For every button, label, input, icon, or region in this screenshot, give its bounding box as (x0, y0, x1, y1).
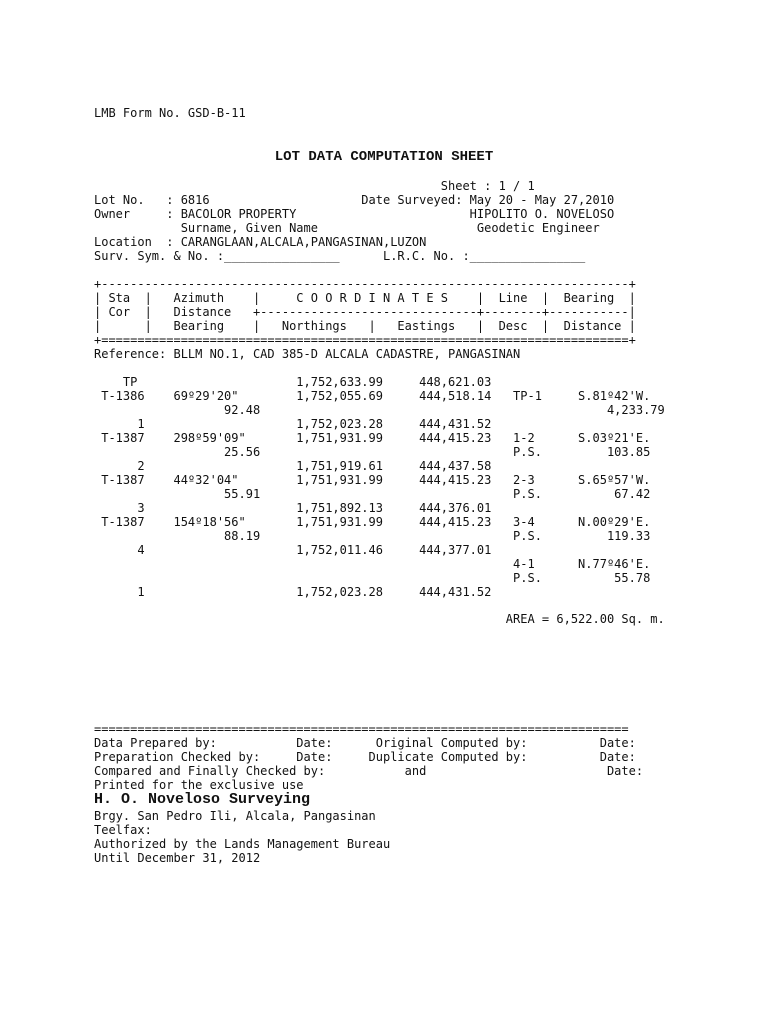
footer-rule: ========================================================================== (94, 722, 629, 736)
table-row: 88.19 P.S. 119.33 (94, 529, 651, 543)
area-total: AREA = 6,522.00 Sq. m. (94, 612, 665, 626)
table-row: 4 1,752,011.46 444,377.01 (94, 543, 492, 557)
table-header-row: | Sta | Azimuth | C O O R D I N A T E S | Line | Bearing | (94, 291, 636, 305)
data-prepared-line: Data Prepared by: Date: Original Computed by: Date: (94, 736, 636, 750)
table-row: T-1386 69º29'20" 1,752,055.69 444,518.14 TP-1 S.81º42'W. (94, 389, 651, 403)
table-row: 92.48 4,233.79 (94, 403, 665, 417)
table-row: 1 1,752,023.28 444,431.52 (94, 585, 492, 599)
company-address: Brgy. San Pedro Ili, Alcala, Pangasinan (94, 809, 376, 823)
sheet-number: Sheet : 1 / 1 (94, 179, 535, 193)
validity-line: Until December 31, 2012 (94, 851, 261, 865)
table-row: 4-1 N.77º46'E. (94, 557, 651, 571)
table-row: T-1387 154º18'56" 1,751,931.99 444,415.23 3-4 N.00º29'E. (94, 515, 651, 529)
company-name: H. O. Noveloso Surveying (94, 791, 311, 808)
telefax-line: Teelfax: (94, 823, 152, 837)
location-line: Location : CARANGLAAN,ALCALA,PANGASINAN,LUZON (94, 235, 427, 249)
table-row: 2 1,751,919.61 444,437.58 (94, 459, 492, 473)
table-row: P.S. 55.78 (94, 571, 651, 585)
table-row: 25.56 P.S. 103.85 (94, 445, 651, 459)
form-number: LMB Form No. GSD-B-11 (94, 106, 246, 120)
survey-symbol-line: Surv. Sym. & No. :________________ L.R.C. No. :________________ (94, 249, 586, 263)
table-row: T-1387 44º32'04" 1,751,931.99 444,415.23 2-3 S.65º57'W. (94, 473, 651, 487)
table-border-top: +-------------------------------------------------------------------------+ (94, 277, 636, 291)
page-title: LOT DATA COMPUTATION SHEET (274, 149, 494, 165)
table-header-row: | | Bearing | Northings | Eastings | Desc | Distance | (94, 319, 636, 333)
reference-line: Reference: BLLM NO.1, CAD 385-D ALCALA CADASTRE, PANGASINAN (94, 347, 521, 361)
lot-number-line: Lot No. : 6816 Date Surveyed: May 20 - May 27,2010 (94, 193, 615, 207)
owner-subtitle-line: Surname, Given Name Geodetic Engineer (94, 221, 600, 235)
table-border-double: +=========================================================================+ (94, 333, 636, 347)
preparation-checked-line: Preparation Checked by: Date: Duplicate Computed by: Date: (94, 750, 636, 764)
printed-for-line: Printed for the exclusive use (94, 778, 304, 792)
authorization-line: Authorized by the Lands Management Bureau (94, 837, 391, 851)
compared-checked-line: Compared and Finally Checked by: and Date: (94, 764, 644, 778)
table-row: TP 1,752,633.99 448,621.03 (94, 375, 492, 389)
table-header-row: | Cor | Distance +------------------------------+--------+-----------| (94, 305, 636, 319)
owner-line: Owner : BACOLOR PROPERTY HIPOLITO O. NOVELOSO (94, 207, 615, 221)
table-row: T-1387 298º59'09" 1,751,931.99 444,415.23 1-2 S.03º21'E. (94, 431, 651, 445)
table-row: 55.91 P.S. 67.42 (94, 487, 651, 501)
table-row: 3 1,751,892.13 444,376.01 (94, 501, 492, 515)
table-row: 1 1,752,023.28 444,431.52 (94, 417, 492, 431)
